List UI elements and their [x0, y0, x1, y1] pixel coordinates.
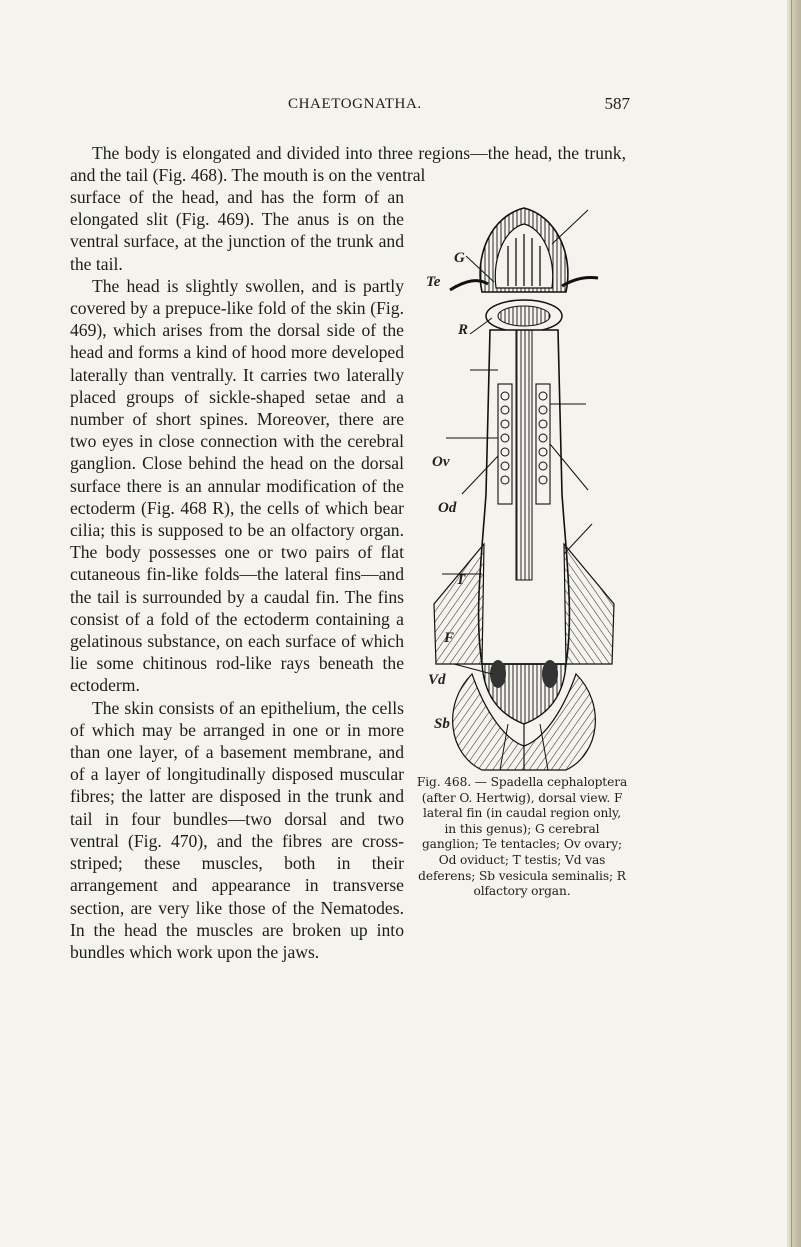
label-f: F — [444, 630, 455, 646]
label-t: T — [456, 572, 466, 588]
paragraph-head: The head is slightly swollen, and is partly covered by a prepuce-like fold of the skin (Fig. 469), which arises from the dorsal side of the head and forms a kind of hood more developed laterally than ventrally. It carries two laterally placed groups of sickle-shaped setae and a number of short spines. Moreover, there are two eyes in close connection with the cerebral ganglion. Close behind the head on the dorsal surface there is an annular modification of the ectoderm (Fig. 468 R), the cells of which bear cilia; this is supposed to be an olfactory organ. The body possesses one or two pairs of flat cutaneous fin-like folds—the lateral fins—and the tail is surrounded by a caudal fin. The fins consist of a fold of the ectoderm containing a gelatinous substance, on each surface of which lie some chitinous rod-like rays beneath the ectoderm. — [70, 275, 404, 696]
label-te: Te — [426, 274, 441, 290]
figure-caption: Fig. 468. — Spadella cephaloptera (after O. Hertwig), dorsal view. F lateral fin (in caudal region only, in this genus); G cerebral ganglion; Te tentacles; Ov ovary; Od oviduct; T testis; Vd vas deferens; Sb vesicula seminalis; R olfactory organ. — [416, 775, 628, 899]
running-head: CHAETOGNATHA. — [288, 96, 422, 112]
paragraph-skin: The skin consists of an epithelium, the cells of which may be arranged in one or in more than one layer, of a basement membrane, and of a layer of longitudinally disposed muscular fibres; the latter are disposed in the trunk and tail in four bundles—two dorsal and two ventral (Fig. 470), and the fibres are cross-striped; these muscles, both in their arrangement and appearance in transverse section, are very like those of the Nematodes. In the head the muscles are broken up into bundles which work upon the jaws. — [70, 697, 404, 962]
paragraph-anus: surface of the head, and has the form of an elongated slit (Fig. 469). The anus is on the ventral surface, at the junction of the trunk and the tail. — [70, 187, 404, 274]
lead-paragraph-block — [70, 142, 626, 186]
page-number: 587 — [604, 94, 630, 113]
label-r: R — [458, 322, 469, 338]
label-ov: Ov — [432, 454, 450, 470]
scanned-page-edge — [787, 0, 801, 1247]
label-od: Od — [438, 500, 457, 516]
text-column — [70, 186, 404, 963]
page-header — [70, 96, 630, 120]
label-g: G — [454, 250, 465, 266]
label-sb: Sb — [434, 716, 450, 732]
label-vd: Vd — [428, 672, 446, 688]
figure-spadella — [412, 194, 636, 774]
lead-paragraph: The body is elongated and divided into three regions—the head, the trunk, and the tail (Fig. 468). The mouth is on the ventral — [70, 143, 626, 186]
